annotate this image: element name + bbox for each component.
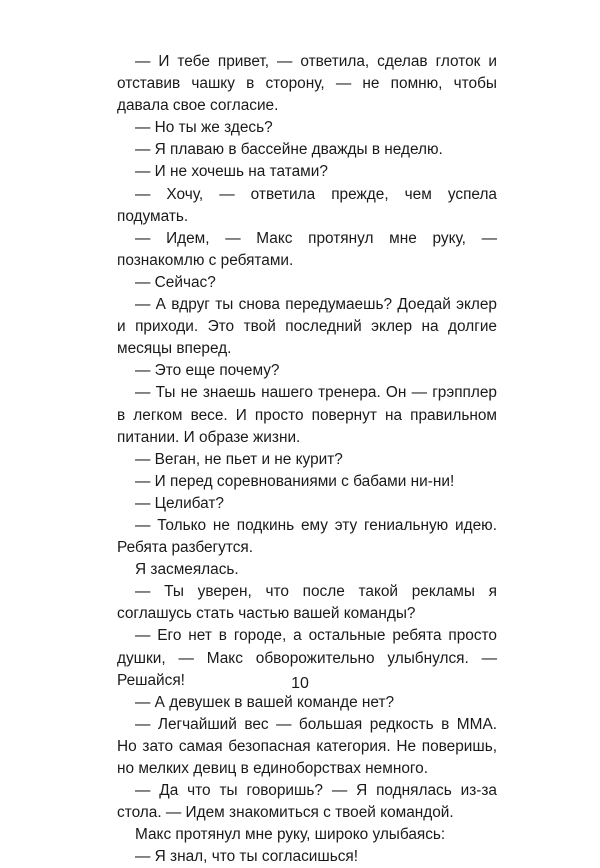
paragraph: — И тебе привет, — ответила, сделав глоток и отставив чашку в сторону, — не помню, чтобы давала свое согласие. bbox=[117, 53, 497, 115]
paragraph: — И перед соревнованиями с бабами ни-ни! bbox=[135, 472, 455, 490]
paragraph: — Да что ты говоришь? — Я поднялась из-за стола. — Идем знакомиться с твоей командой. bbox=[117, 782, 497, 822]
paragraph: — Хочу, — ответила прежде, чем успела подумать. bbox=[117, 185, 497, 225]
paragraph: — Идем, — Макс протянул мне руку, — познакомлю с ребятами. bbox=[117, 229, 497, 269]
paragraph: — Сейчас? bbox=[135, 273, 216, 291]
paragraph: — А вдруг ты снова передумаешь? Доедай эклер и приходи. Это твой последний эклер на долгие месяцы вперед. bbox=[117, 296, 497, 358]
paragraph: — Только не подкинь ему эту гениальную идею. Ребята разбегутся. bbox=[117, 516, 497, 557]
paragraph: Макс протянул мне руку, широко улыбаясь: bbox=[135, 826, 446, 844]
paragraph: — Целибат? bbox=[135, 494, 224, 512]
paragraph: — Это еще почему? bbox=[135, 362, 280, 380]
paragraph: — Я плаваю в бассейне дважды в неделю. bbox=[135, 141, 443, 159]
paragraph: — Ты не знаешь нашего тренера. Он — грэпплер в легком весе. И просто повернут на правильном питании. И образе жизни. bbox=[117, 384, 497, 446]
paragraph: — Я знал, что ты согласишься! bbox=[135, 848, 359, 866]
paragraph: — Его нет в городе, а остальные ребята просто душки, — Макс обворожительно улыбнулся. — Решайся! bbox=[117, 627, 497, 689]
paragraph: — Ты уверен, что после такой рекламы я соглашусь стать частью вашей команды? bbox=[117, 583, 497, 623]
paragraph: — Веган, не пьет и не курит? bbox=[135, 450, 343, 468]
paragraph: — И не хочешь на татами? bbox=[135, 163, 328, 181]
paragraph: — Легчайший вес — большая редкость в ММА. Но зато самая безопасная категория. Не поверишь, но мелких девиц в единоборствах немного. bbox=[117, 715, 497, 777]
paragraph: — А девушек в вашей команде нет? bbox=[135, 693, 395, 711]
body-text bbox=[117, 51, 497, 868]
paragraph: Я засмеялась. bbox=[135, 561, 239, 579]
paragraph: — Но ты же здесь? bbox=[135, 119, 273, 137]
page-number: 10 bbox=[291, 675, 309, 692]
